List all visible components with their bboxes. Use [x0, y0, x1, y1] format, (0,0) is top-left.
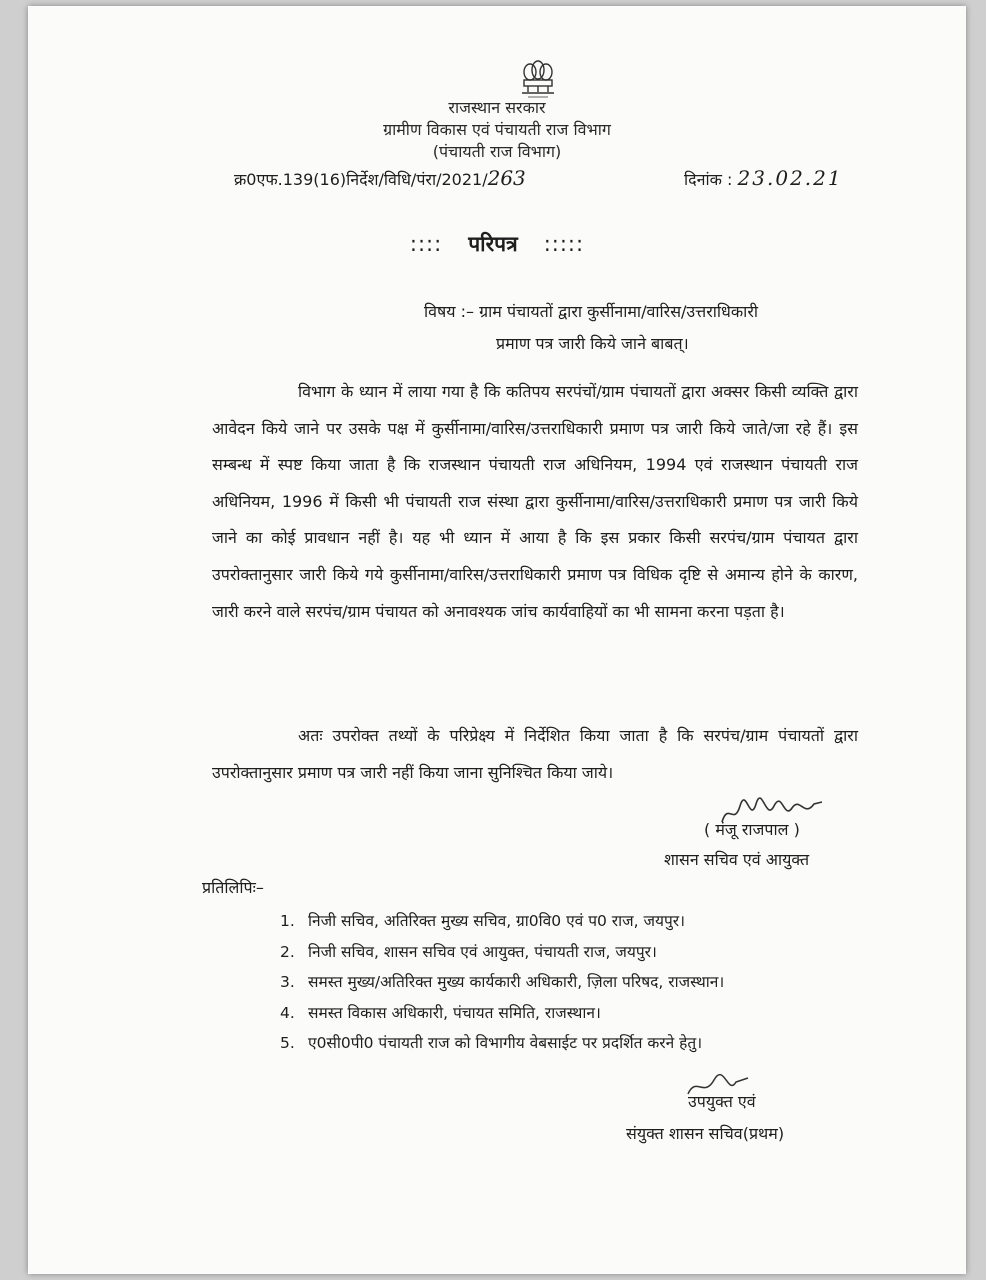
department-name: ग्रामीण विकास एवं पंचायती राज विभाग — [383, 120, 611, 139]
signatory-2-designation: संयुक्त शासन सचिव(प्रथम) — [626, 1124, 785, 1143]
copy-to-item: 1. निजी सचिव, अतिरिक्त मुख्य सचिव, ग्रा0वि0 एवं प0 राज, जयपुर। — [280, 912, 686, 930]
reference-number — [234, 166, 526, 190]
signatory-2-line: उपयुक्त एवं — [688, 1092, 756, 1111]
reference-number-handwritten: 263 — [487, 166, 526, 190]
sub-department-name: (पंचायती राज विभाग) — [432, 142, 562, 161]
subject-line-1: विषय :– ग्राम पंचायतों द्वारा कुर्सीनामा/वारिस/उत्तराधिकारी — [424, 302, 759, 321]
copy-to-item: 4. समस्त विकास अधिकारी, पंचायत समिति, राजस्थान। — [280, 1003, 601, 1022]
govt-name: राजस्थान सरकार — [448, 98, 546, 117]
body-paragraph-2: अतः उपरोक्त तथ्यों के परिप्रेक्ष्य में निर्देशित किया जाता है कि सरपंच/ग्राम पंचायतों द्वारा उपरोक्तानुसार प्रमाण पत्र जारी नहीं किया जाना सुनिश्चित किया जाये। — [212, 726, 858, 782]
date-value: 23.02.21 — [737, 166, 843, 190]
document-page — [28, 6, 966, 1274]
title-decor-right: ::::: — [543, 232, 585, 256]
copy-to-item: 2. निजी सचिव, शासन सचिव एवं आयुक्त, पंचायती राज, जयपुर। — [280, 942, 657, 961]
title-decor-left: :::: — [409, 232, 443, 256]
copy-to-label: प्रतिलिपिः– — [202, 878, 264, 897]
signatory-1-name: ( मंजू राजपाल ) — [704, 820, 800, 839]
date-line — [684, 166, 843, 190]
state-emblem-icon — [516, 58, 560, 100]
title-text: परिपत्र — [468, 232, 518, 256]
subject-line-2: प्रमाण पत्र जारी किये जाने बाबत्। — [496, 334, 689, 353]
copy-to-item: 3. समस्त मुख्य/अतिरिक्त मुख्य कार्यकारी अधिकारी, ज़िला परिषद, राजस्थान। — [280, 973, 725, 991]
copy-to-list — [280, 906, 724, 1059]
subject-block — [424, 296, 894, 360]
body-paragraph-1: विभाग के ध्यान में लाया गया है कि कतिपय सरपंचों/ग्राम पंचायतों द्वारा अक्सर किसी व्यक्ति द्वारा आवेदन किये जाने पर उसके पक्ष में कुर्सीनामा/वारिस/उत्तराधिकारी प्रमाण पत्र जारी किये जाते/जा रहे हैं। इस सम्बन्ध में स्पष्ट किया जाता है कि राजस्थान पंचायती राज अधिनियम, 1994 एवं राजस्थान पंचायती राज अधिनियम, 1996 में किसी भी पंचायती राज संस्था द्वारा कुर्सीनामा/वारिस/उत्तराधिकारी प्रमाण पत्र जारी किये जाने का कोई प्रावधान नहीं है। यह भी ध्यान में आया है कि इस प्रकार किसी सरपंच/ग्राम पंचायत द्वारा उपरोक्तानुसार जारी किये गये कुर्सीनामा/वारिस/उत्तराधिकारी प्रमाण पत्र विधिक दृष्टि से अमान्य होने के कारण, जारी करने वाले सरपंच/ग्राम पंचायत को अनावश्यक जांच कार्यवाहियों का भी सामना करना पड़ता है। — [212, 382, 858, 621]
document-title — [28, 230, 966, 258]
signatory-1-designation: शासन सचिव एवं आयुक्त — [664, 850, 810, 869]
copy-to-item: 5. ए0सी0पी0 पंचायती राज को विभागीय वेबसाईट पर प्रदर्शित करने हेतु। — [280, 1034, 703, 1052]
date-label: दिनांक : — [684, 170, 733, 189]
reference-prefix: क्र0एफ.139(16)निर्देश/विधि/पंरा/2021/ — [234, 170, 488, 189]
